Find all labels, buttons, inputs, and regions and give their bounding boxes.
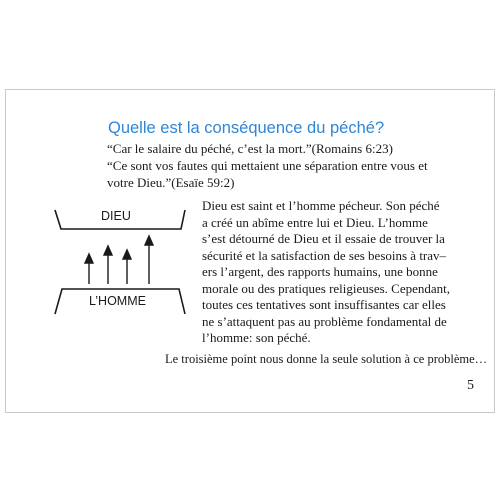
body-line: toutes ces tentatives sont insuffisantes car elles (202, 297, 446, 312)
diagram-label-god: DIEU (101, 209, 131, 223)
body-paragraph (202, 198, 474, 347)
body-line: s’est détourné de Dieu et il essaie de trouver la (202, 231, 445, 246)
body-line: ers l’argent, des rapports humains, une bonne (202, 264, 438, 279)
body-line: sécurité et la satisfaction de ses besoins à trav– (202, 247, 447, 263)
verse-line: “Car le salaire du péché, c’est la mort.”(Romains 6:23) (107, 141, 393, 156)
body-line: l’homme: son péché. (202, 330, 311, 345)
verse-line: “Ce sont vos fautes qui mettaient une séparation entre vous et (107, 158, 428, 173)
body-line: Dieu est saint et l’homme pécheur. Son péché (202, 198, 440, 213)
diagram-label-man: L’HOMME (89, 294, 146, 308)
body-line: morale ou des pratiques religieuses. Cependant, (202, 280, 451, 296)
attempt-arrows (85, 236, 153, 284)
separation-diagram (52, 203, 186, 315)
verse-line: votre Dieu.”(Esaïe 59:2) (107, 175, 235, 190)
page-number: 5 (467, 378, 474, 393)
section-heading: Quelle est la conséquence du péché? (108, 119, 385, 137)
footer-note: Le troisième point nous donne la seule solution à ce problème… (165, 352, 488, 366)
body-line: a créé un abîme entre lui et Dieu. L’homme (202, 214, 428, 230)
body-line: ne s’attaquent pas au problème fondamental de (202, 313, 447, 329)
